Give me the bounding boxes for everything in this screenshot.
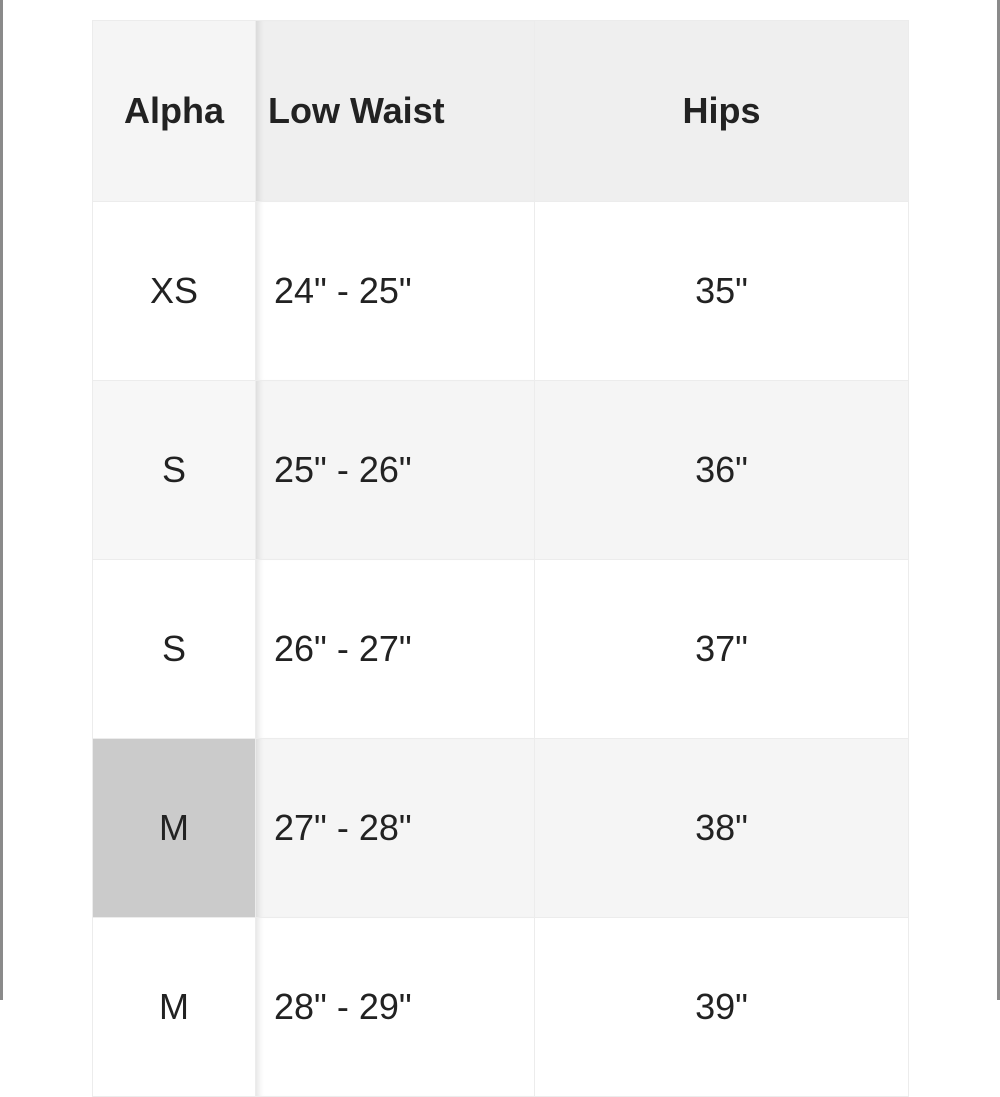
window-left-border <box>0 0 3 1000</box>
cell-alpha: M <box>93 918 256 1097</box>
table-row <box>93 202 909 381</box>
cell-low-waist: 27" - 28" <box>256 739 535 918</box>
table-row <box>93 560 909 739</box>
table-row <box>93 918 909 1097</box>
size-chart-table <box>92 20 909 1097</box>
cell-alpha: S <box>93 381 256 560</box>
cell-hips: 35" <box>535 202 909 381</box>
table-row-selected <box>93 739 909 918</box>
cell-low-waist: 25" - 26" <box>256 381 535 560</box>
cell-low-waist: 26" - 27" <box>256 560 535 739</box>
column-header-alpha: Alpha <box>93 21 256 202</box>
table-header-row <box>93 21 909 202</box>
cell-hips: 37" <box>535 560 909 739</box>
cell-hips: 39" <box>535 918 909 1097</box>
column-header-hips: Hips <box>535 21 909 202</box>
column-header-low-waist: Low Waist <box>256 21 535 202</box>
table-row <box>93 381 909 560</box>
cell-low-waist: 28" - 29" <box>256 918 535 1097</box>
cell-hips: 36" <box>535 381 909 560</box>
cell-alpha: XS <box>93 202 256 381</box>
cell-alpha: S <box>93 560 256 739</box>
cell-hips: 38" <box>535 739 909 918</box>
cell-low-waist: 24" - 25" <box>256 202 535 381</box>
cell-alpha-selected: M <box>93 739 256 918</box>
